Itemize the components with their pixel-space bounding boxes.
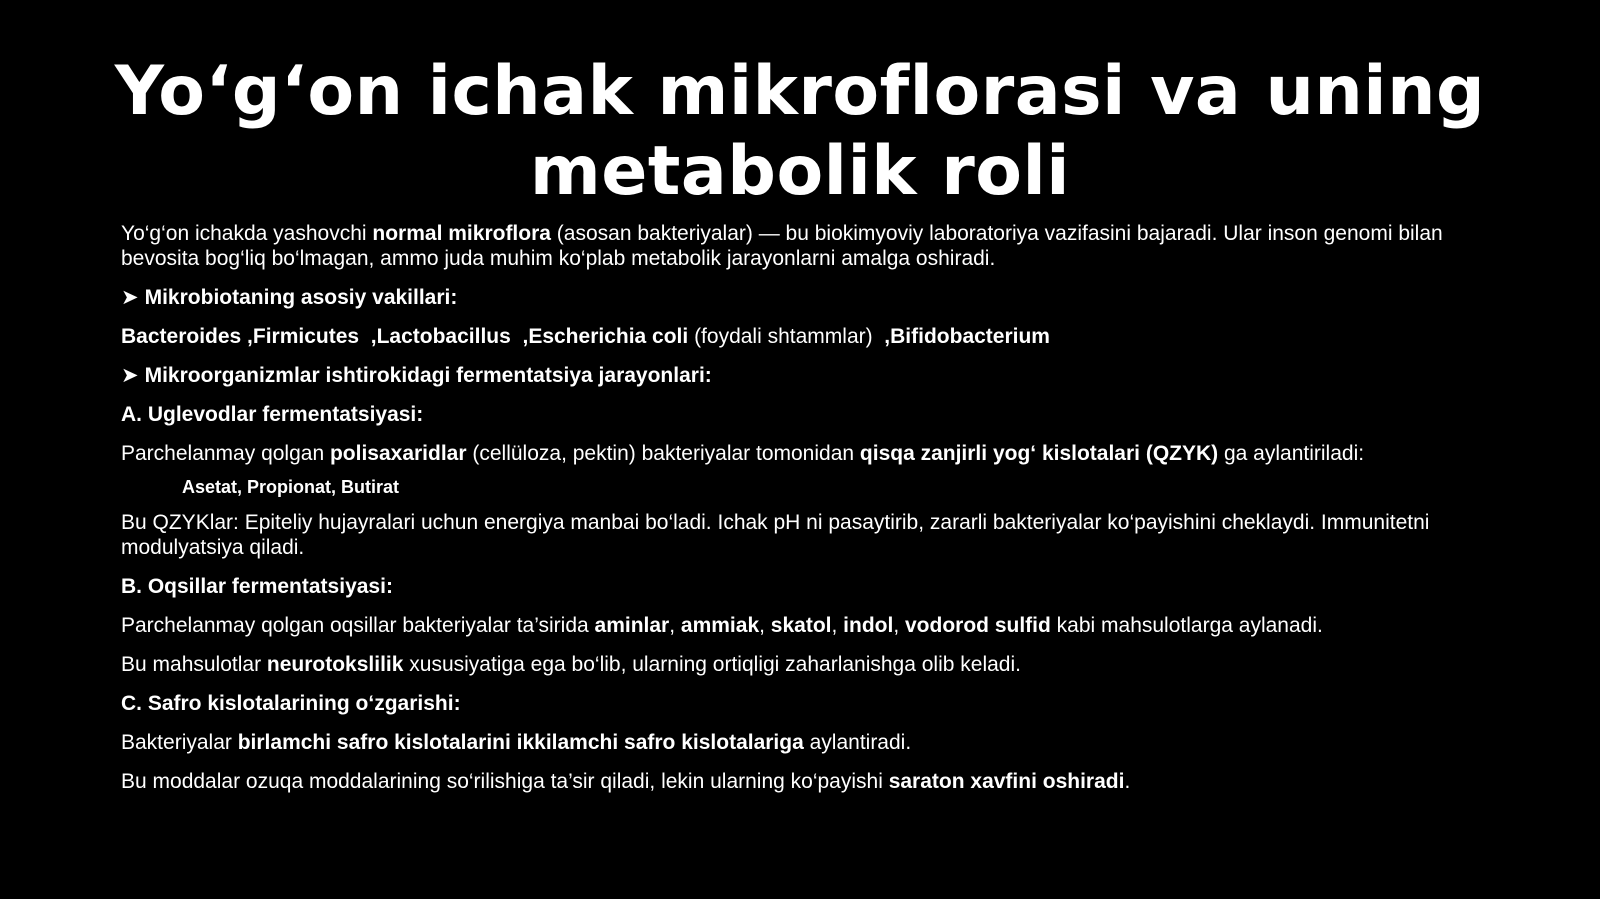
text: Parchelanmay qolgan [121, 442, 330, 465]
part-b-paragraph-1 [121, 613, 1461, 638]
part-a-acids: Asetat, Propionat, Butirat [182, 477, 400, 497]
text: . [1124, 770, 1131, 793]
section-heading-text: Mikroorganizmlar ishtirokidagi fermentatsiya jarayonlari: [144, 364, 712, 387]
text: Bu mahsulotlar [121, 653, 267, 676]
bacteria-bacteroides: Bacteroides [121, 325, 242, 348]
text: Bu moddalar ozuqa moddalarining so‘rilishiga ta’sir qiladi, lekin ularning ko‘payishi [121, 770, 889, 793]
arrow-bullet-icon: ➤ [121, 364, 139, 387]
title-line-1: Yo‘g‘on ichak mikroflorasi va uning [114, 52, 1486, 131]
bold-term: vodorod sulfid [905, 614, 1051, 637]
intro-text-2: (asosan bakteriyalar) — bu biokimyoviy laboratoriya vazifasini bajaradi. Ular inson genomi bilan bevosita bog‘liq bo‘lmagan, ammo juda muhim ko‘plab metabolik jarayonlarni amalga oshiradi. [121, 222, 1443, 270]
bold-term: saraton xavfini oshiradi [888, 770, 1125, 793]
part-b-heading-text: B. Oqsillar fermentatsiyasi: [121, 575, 393, 598]
text: , [759, 614, 771, 637]
part-a-paragraph-1 [121, 441, 1461, 466]
part-a-paragraph-2: Bu QZYKlar: Epiteliy hujayralari uchun energiya manbai bo‘ladi. Ichak pH ni pasaytirib, zararli bakteriyalar ko‘payishini cheklaydi. Immunitetni modulyatsiya qiladi. [121, 511, 1430, 559]
bacteria-ecoli: ,Escherichia coli [510, 325, 689, 348]
part-b-heading [121, 574, 1461, 599]
bold-term: indol [843, 614, 894, 637]
intro-bold-term: normal mikroflora [372, 222, 551, 245]
text: kabi mahsulotlarga aylanadi. [1050, 614, 1323, 637]
slide-title [100, 52, 1500, 212]
bold-term: ammiak [680, 614, 760, 637]
intro-paragraph [121, 221, 1461, 271]
section-heading-fermentation [121, 363, 1461, 388]
text: , [669, 614, 681, 637]
part-a-heading-text: A. Uglevodlar fermentatsiyasi: [121, 403, 424, 426]
bold-term: skatol [770, 614, 832, 637]
bold-term: polisaxaridlar [329, 442, 467, 465]
bacteria-bifidobacterium: ,Bifidobacterium [872, 325, 1050, 348]
bacteria-lactobacillus: ,Lactobacillus [359, 325, 511, 348]
bold-term: qisqa zanjirli yog‘ kislotalari (QZYK) [859, 442, 1219, 465]
text: aylantiradi. [803, 731, 912, 754]
title-line-2: metabolik roli [529, 132, 1071, 211]
bacteria-firmicutes: ,Firmicutes [241, 325, 360, 348]
part-c-paragraph-1 [121, 730, 1461, 755]
section-heading-microbiota [121, 285, 1461, 310]
bold-term: neurotokslilik [266, 653, 404, 676]
slide-body [121, 221, 1461, 808]
text: , [831, 614, 844, 637]
section-heading-text: Mikrobiotaning asosiy vakillari: [144, 286, 458, 309]
part-a-heading [121, 402, 1461, 427]
part-b-paragraph-2 [121, 652, 1461, 677]
bacteria-list [121, 324, 1461, 349]
text: ga aylantiriladi: [1218, 442, 1365, 465]
text: xususiyatiga ega bo‘lib, ularning ortiqligi zaharlanishga olib keladi. [403, 653, 1021, 676]
text: Parchelanmay qolgan oqsillar bakteriyalar ta’sirida [121, 614, 595, 637]
part-c-heading-text: C. Safro kislotalarining o‘zgarishi: [121, 692, 461, 715]
part-c-paragraph-2 [121, 769, 1461, 794]
text: , [893, 614, 905, 637]
text: Bakteriyalar [121, 731, 238, 754]
bacteria-note: (foydali shtammlar) [688, 325, 873, 348]
bold-term: birlamchi safro kislotalarini ikkilamchi safro kislotalariga [237, 731, 804, 754]
arrow-bullet-icon: ➤ [121, 286, 139, 309]
bold-term: aminlar [594, 614, 670, 637]
part-c-heading [121, 691, 1461, 716]
intro-text-1: Yo‘g‘on ichakda yashovchi [121, 222, 373, 245]
text: (cellüloza, pektin) bakteriyalar tomonidan [466, 442, 860, 465]
